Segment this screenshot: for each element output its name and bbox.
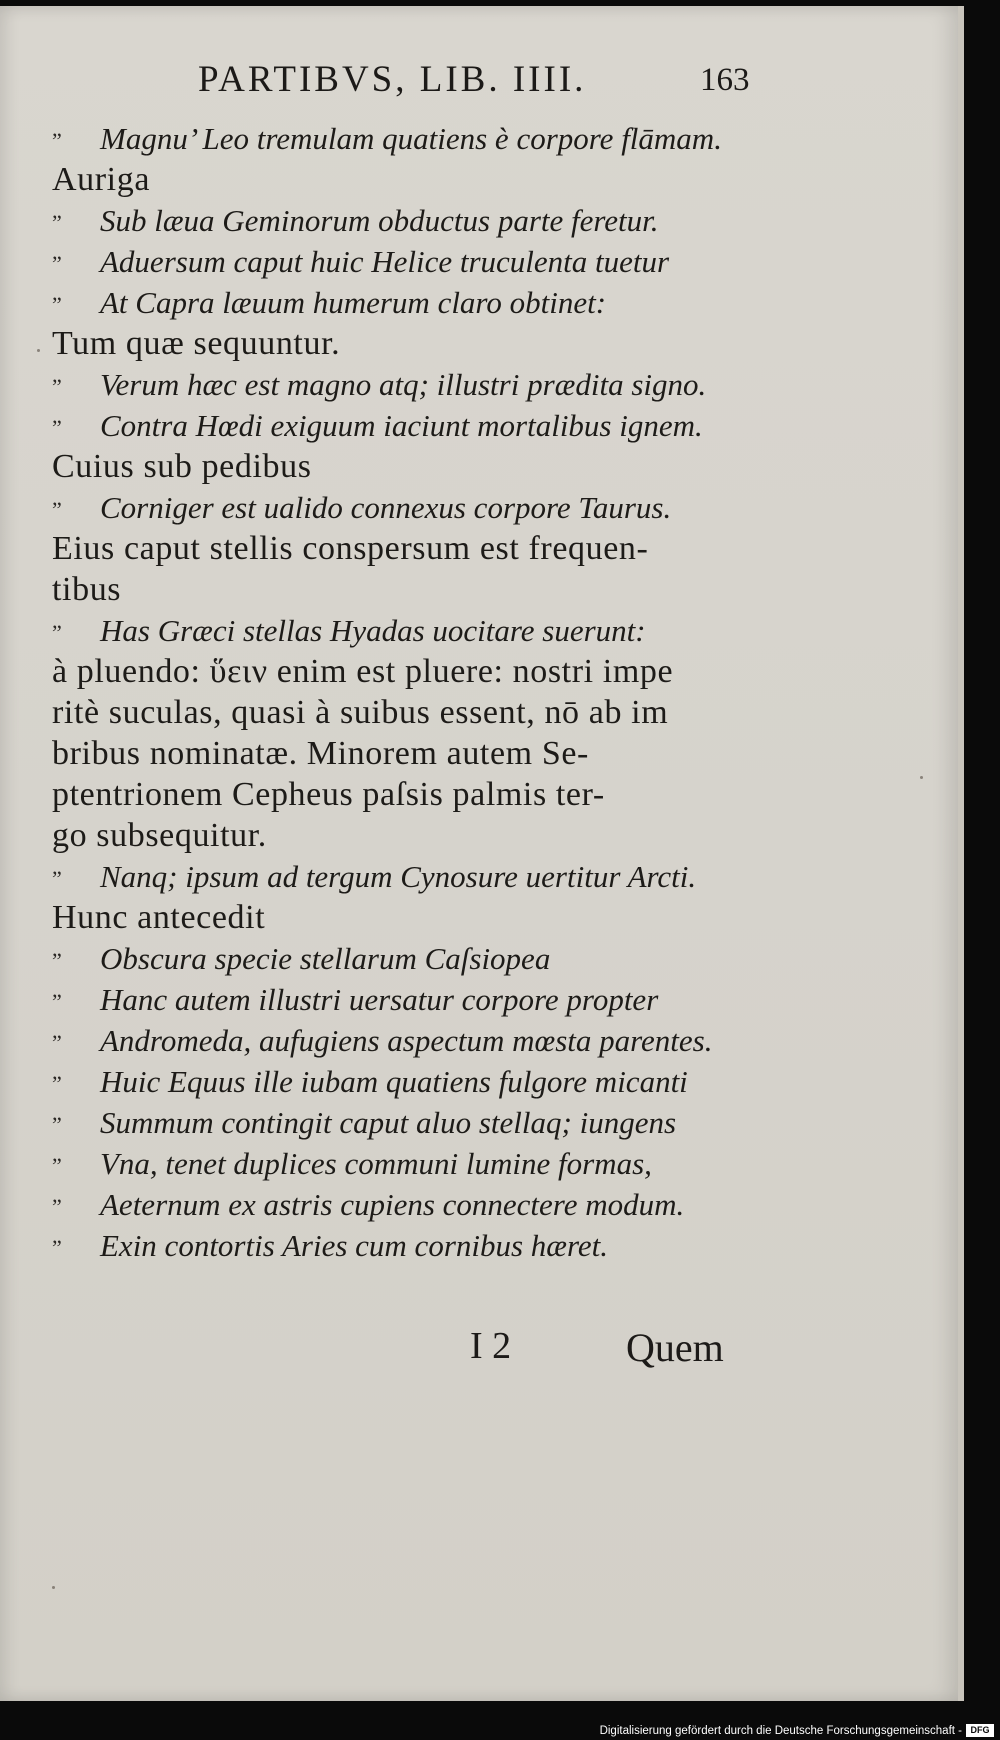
quotation-mark: ” [52, 1112, 62, 1137]
line-text: bribus nominatæ. Minorem autem Se- [52, 735, 589, 772]
prose-line [52, 528, 752, 569]
verse-line [52, 487, 752, 528]
prose-line [52, 159, 752, 200]
quotation-mark: ” [52, 374, 62, 399]
line-text: Eius caput stellis conspersum est frequen- [52, 530, 649, 567]
prose-line [52, 897, 752, 938]
signature-mark: I 2 [470, 1325, 512, 1367]
verse-line [52, 200, 752, 241]
verse-line [52, 405, 752, 446]
line-text: go subsequitur. [52, 817, 267, 854]
line-text: ritè suculas, quasi à suibus essent, nō ab im [52, 694, 669, 731]
line-text: tibus [52, 571, 122, 608]
verse-line [52, 856, 752, 897]
quotation-mark: ” [52, 1153, 62, 1178]
line-text: Has Græci stellas Hyadas uocitare suerunt: [100, 613, 646, 648]
verse-line [52, 979, 752, 1020]
line-text: Hanc autem illustri uersatur corpore propter [100, 982, 659, 1017]
line-text: Verum hæc est magno atq; illustri prædita signo. [100, 367, 707, 402]
line-text: à pluendo: ὕειν enim est pluere: nostri impe [52, 653, 674, 690]
line-text: Huic Equus ille iubam quatiens fulgore micanti [100, 1064, 688, 1099]
line-text: Aduersum caput huic Helice truculenta tuetur [100, 244, 670, 279]
line-text: Vna, tenet duplices communi lumine formas, [100, 1146, 652, 1181]
line-text: Cuius sub pedibus [52, 448, 312, 485]
quotation-mark: ” [52, 866, 62, 891]
verse-line [52, 1184, 752, 1225]
paper-speck [52, 1586, 55, 1589]
line-text: Contra Hœdi exiguum iaciunt mortalibus ignem. [100, 408, 703, 443]
digitization-credit: Digitalisierung gefördert durch die Deutsche Forschungsgemeinschaft - [599, 1725, 962, 1737]
line-text: ptentrionem Cepheus paſsis palmis ter- [52, 776, 605, 813]
prose-line [52, 692, 752, 733]
verse-line [52, 282, 752, 323]
line-text: Summum contingit caput aluo stellaq; iungens [100, 1105, 677, 1140]
line-text: Nanq; ipsum ad tergum Cynosure uertitur Arcti. [100, 859, 697, 894]
quotation-mark: ” [52, 1030, 62, 1055]
quotation-mark: ” [52, 989, 62, 1014]
running-title: PARTIBVS, LIB. IIII. [198, 59, 587, 100]
quotation-mark: ” [52, 415, 62, 440]
quotation-mark: ” [52, 497, 62, 522]
line-text: Sub læua Geminorum obductus parte feretur. [100, 203, 659, 238]
line-text: Obscura specie stellarum Caſsiopea [100, 941, 551, 976]
verse-line [52, 610, 752, 651]
verse-line [52, 241, 752, 282]
verse-line [52, 1143, 752, 1184]
line-text: Aeternum ex astris cupiens connectere modum. [100, 1187, 685, 1222]
verse-line [52, 1020, 752, 1061]
page-number: 163 [700, 62, 750, 98]
quotation-mark: ” [52, 251, 62, 276]
quotation-mark: ” [52, 210, 62, 235]
prose-line [52, 651, 752, 692]
line-text: Exin contortis Aries cum cornibus hæret. [100, 1228, 609, 1263]
verse-line [52, 1061, 752, 1102]
prose-line [52, 815, 752, 856]
line-text: Andromeda, aufugiens aspectum mœsta parentes. [100, 1023, 713, 1058]
prose-line [52, 733, 752, 774]
paper-speck [920, 776, 923, 779]
line-text: Corniger est ualido connexus corpore Taurus. [100, 490, 672, 525]
line-text: Tum quæ sequuntur. [52, 325, 341, 362]
prose-line [52, 323, 752, 364]
prose-line [52, 569, 752, 610]
line-text: At Capra læuum humerum claro obtinet: [100, 285, 607, 320]
quotation-mark: ” [52, 620, 62, 645]
line-text: Hunc antecedit [52, 899, 266, 936]
quotation-mark: ” [52, 948, 62, 973]
quotation-mark: ” [52, 1235, 62, 1260]
quotation-mark: ” [52, 1071, 62, 1096]
quotation-mark: ” [52, 128, 62, 153]
page-text [52, 118, 752, 1266]
quotation-mark: ” [52, 292, 62, 317]
verse-line [52, 1102, 752, 1143]
line-text: Auriga [52, 161, 151, 198]
prose-line [52, 774, 752, 815]
quotation-mark: ” [52, 1194, 62, 1219]
verse-line [52, 364, 752, 405]
verse-line [52, 938, 752, 979]
dfg-logo: DFG [966, 1724, 994, 1737]
prose-line [52, 446, 752, 487]
paper-speck [37, 349, 40, 352]
catchword: Quem [626, 1325, 724, 1370]
verse-line [52, 1225, 752, 1266]
line-text: Magnu’ Leo tremulam quatiens è corpore flāmam. [100, 121, 722, 156]
book-page [0, 6, 964, 1701]
verse-line [52, 118, 752, 159]
